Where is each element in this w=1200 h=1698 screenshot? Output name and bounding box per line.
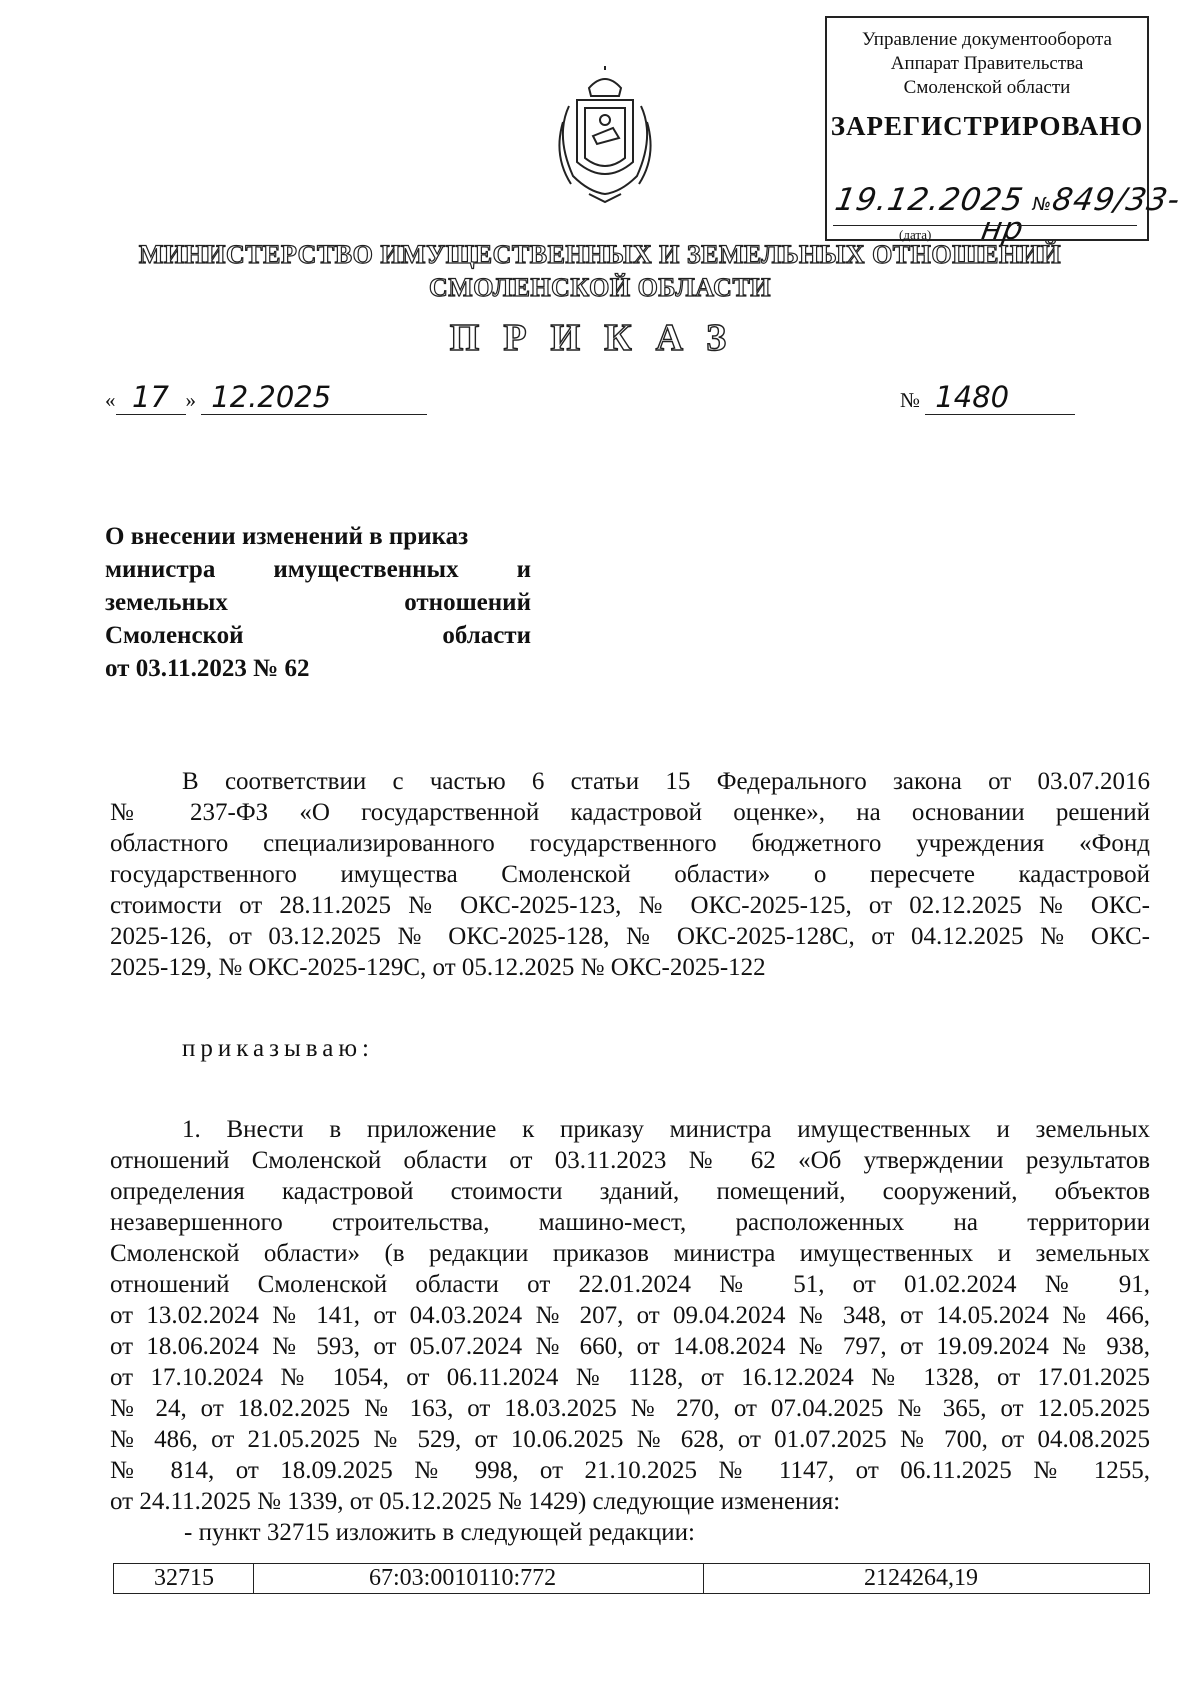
- order-body: [110, 766, 1150, 1548]
- item1-line: от 13.02.2024 № 141, от 04.03.2024 № 207, от 09.04.2024 № 348, от 14.05.2024 № 466,: [110, 1302, 1150, 1329]
- table-cell-point: 32715: [114, 1564, 254, 1593]
- item1-line: определения кадастровой стоимости зданий, помещений, сооружений, объектов: [110, 1178, 1150, 1205]
- order-day: 17: [116, 380, 186, 415]
- item1-line: 1. Внести в приложение к приказу министра имущественных и земельных: [182, 1116, 1150, 1143]
- order-number-value: 1480: [925, 380, 1075, 415]
- item1-line: от 24.11.2025 № 1339, от 05.12.2025 № 1429) следующие изменения:: [110, 1488, 841, 1515]
- subject-word: отношений: [404, 589, 531, 616]
- stamp-handwritten-entry: [828, 182, 1184, 247]
- preamble-line: областного специализированного государственного бюджетного учреждения «Фонд: [110, 830, 1150, 857]
- item1-line: от 17.10.2024 № 1054, от 06.11.2024 № 1128, от 16.12.2024 № 1328, от 17.01.2025: [110, 1364, 1150, 1391]
- item1-line: № 24, от 18.02.2025 № 163, от 18.03.2025 № 270, от 07.04.2025 № 365, от 12.05.2025: [110, 1395, 1150, 1422]
- item1-line: незавершенного строительства, машино-мест, расположенных на территории: [110, 1209, 1150, 1236]
- stamp-line-3: Смоленской области: [903, 77, 1071, 98]
- stamp-registered: ЗАРЕГИСТРИРОВАНО: [830, 111, 1144, 141]
- stamp-date: 19.12.2025: [832, 182, 1027, 218]
- subject-word: имущественных: [273, 556, 459, 583]
- preamble-line: № 237-ФЗ «О государственной кадастровой оценке», на основании решений: [110, 799, 1150, 826]
- item1-line: отношений Смоленской области от 22.01.2024 № 51, от 01.02.2024 № 91,: [110, 1271, 1150, 1298]
- table-cell-value: 2124264,19: [864, 1565, 978, 1591]
- ministry-title: [100, 238, 1100, 304]
- order-number: [900, 380, 1075, 415]
- stamp-number-line: [1017, 225, 1137, 226]
- preamble-line: стоимости от 28.11.2025 № ОКС-2025-123, № ОКС-2025-125, от 02.12.2025 № ОКС-: [110, 892, 1150, 919]
- subject-line-5: от 03.11.2023 № 62: [105, 655, 310, 682]
- registration-stamp: [825, 16, 1184, 247]
- stamp-date-line: [833, 225, 1008, 226]
- subject-word: министра: [105, 556, 216, 583]
- coat-of-arms-icon: [549, 66, 661, 206]
- subitem-line: - пункт 32715 изложить в следующей редакции:: [184, 1519, 695, 1546]
- stamp-line-1: Управление документооборота: [862, 29, 1112, 50]
- item1-line: Смоленской области» (в редакции приказов министра имущественных и земельных: [110, 1240, 1150, 1267]
- subject-word: и: [516, 556, 531, 583]
- order-date: [105, 380, 427, 415]
- stamp-line-2: Аппарат Правительства: [890, 53, 1084, 74]
- order-word: приказываю:: [182, 1035, 374, 1062]
- stamp-date-caption: (дата): [899, 227, 932, 242]
- subject-line-2: [105, 553, 531, 586]
- quote-open: «: [105, 388, 116, 412]
- subject-word: области: [442, 622, 531, 649]
- order-subject: [105, 520, 531, 685]
- stamp-number-prefix: №: [1030, 194, 1054, 215]
- preamble-line: государственного имущества Смоленской области» о пересчете кадастровой: [110, 861, 1150, 888]
- preamble-line: 2025-126, от 03.12.2025 № ОКС-2025-128, № ОКС-2025-128С, от 04.12.2025 № ОКС-: [110, 923, 1150, 950]
- order-number-label: №: [900, 388, 921, 412]
- table-row: [113, 1563, 1150, 1594]
- subject-word: земельных: [105, 589, 228, 616]
- subject-line-4: [105, 619, 531, 652]
- subject-line-1: О внесении изменений в приказ: [105, 523, 469, 550]
- table-cell-cadastral-number: 67:03:0010110:772: [254, 1564, 704, 1593]
- item1-line: № 814, от 18.09.2025 № 998, от 21.10.2025 № 1147, от 06.11.2025 № 1255,: [110, 1457, 1150, 1484]
- subject-line-3: [105, 586, 531, 619]
- order-month-year: 12.2025: [201, 380, 427, 415]
- ministry-line-2: СМОЛЕНСКОЙ ОБЛАСТИ: [428, 273, 772, 302]
- preamble-line: 2025-129, № ОКС-2025-129С, от 05.12.2025 № ОКС-2025-122: [110, 954, 766, 981]
- subject-word: Смоленской: [105, 622, 244, 649]
- quote-close: »: [185, 388, 196, 412]
- document-type: ПРИКАЗ: [449, 317, 751, 359]
- stamp-number: 849/33-нр: [978, 182, 1184, 247]
- preamble-line: В соответствии с частью 6 статьи 15 Федерального закона от 03.07.2016: [182, 768, 1150, 795]
- ministry-line-1: МИНИСТЕРСТВО ИМУЩЕСТВЕННЫХ И ЗЕМЕЛЬНЫХ ОТНОШЕНИЙ: [138, 240, 1062, 269]
- item1-line: от 18.06.2024 № 593, от 05.07.2024 № 660, от 14.08.2024 № 797, от 19.09.2024 № 938,: [110, 1333, 1150, 1360]
- item1-line: отношений Смоленской области от 03.11.2023 № 62 «Об утверждении результатов: [110, 1147, 1150, 1174]
- item1-line: № 486, от 21.05.2025 № 529, от 10.06.2025 № 628, от 01.07.2025 № 700, от 04.08.2025: [110, 1426, 1150, 1453]
